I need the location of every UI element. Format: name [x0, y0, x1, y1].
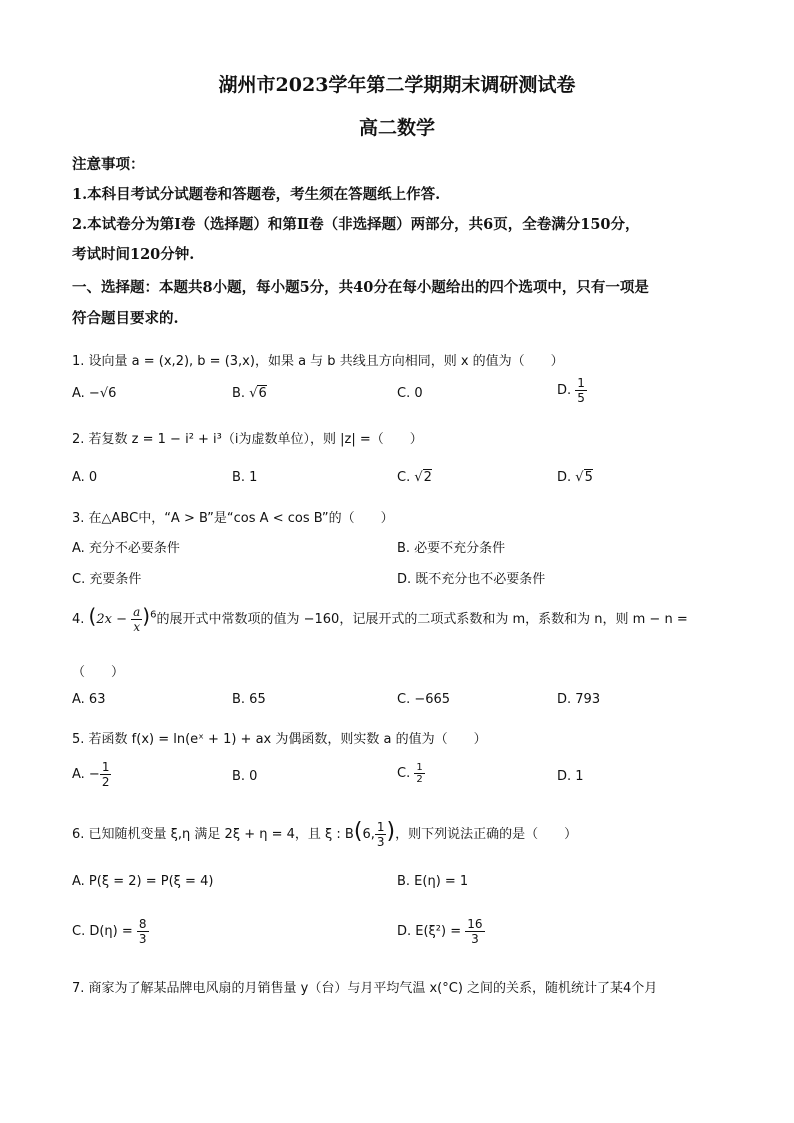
- q4-expression-fraction: $\frac{a}{x}$: [133, 605, 141, 634]
- q3-option-c: C. 充要条件: [72, 572, 142, 587]
- section-heading-cont: 符合题目要求的.: [72, 310, 179, 327]
- q6-option-a: A. P(ξ = 2) = P(ξ = 4): [72, 874, 214, 889]
- question-7-stem: 7. 商家为了解某品牌电风扇的月销售量 y（台）与月平均气温 x(°C) 之间的关系，随机统计了某4个月: [72, 981, 658, 996]
- q5-c-fraction: $\frac{1}{2}$: [416, 762, 423, 785]
- q5-option-a: A. − $\frac{1}{2}$: [72, 760, 110, 789]
- question-6-stem: 6. 已知随机变量 ξ,η 满足 2ξ + η = 4，且 ξ : B(6, $\frac{1}{3}$ )，则下列说法正确的是（ ）: [72, 819, 578, 849]
- q6-option-b: B. E(η) = 1: [397, 874, 469, 889]
- q5-option-d: D. 1: [557, 769, 584, 784]
- notice-heading: 注意事项：: [72, 156, 145, 173]
- q1-option-d: D. $\frac{1}{5}$: [557, 376, 585, 405]
- q2-option-c: C. √2: [397, 470, 432, 485]
- q1-option-b: B. √6: [232, 386, 267, 401]
- q2-option-b: B. 1: [232, 470, 258, 485]
- q5-option-c: C. $\frac{1}{2}$: [397, 762, 423, 785]
- q5-option-b: B. 0: [232, 769, 258, 784]
- notice-item-1: 1.本科目考试分试题卷和答题卷，考生须在答题纸上作答.: [72, 186, 441, 203]
- notice-item-2: 2.本试卷分为第Ⅰ卷（选择题）和第Ⅱ卷（非选择题）两部分，共6页，全卷满分150分，: [72, 216, 640, 233]
- q2-option-d: D. √5: [557, 470, 593, 485]
- q4-option-a: A. 63: [72, 692, 106, 707]
- q2-option-a: A. 0: [72, 470, 98, 485]
- q6-option-d: D. E(ξ²) = $\frac{16}{3}$: [397, 917, 483, 946]
- section-heading: 一、选择题：本题共8小题，每小题5分，共40分在每小题给出的四个选项中，只有一项是: [72, 279, 649, 296]
- q3-option-d: D. 既不充分也不必要条件: [397, 572, 546, 587]
- exam-title: 湖州市2023学年第二学期期末调研测试卷: [218, 74, 576, 96]
- notice-item-2-cont: 考试时间120分钟.: [72, 246, 195, 263]
- q4-option-b: B. 65: [232, 692, 266, 707]
- question-2-stem: 2. 若复数 z = 1 − i² + i³（i为虚数单位），则 |z| =（ ）: [72, 432, 423, 447]
- question-5-stem: 5. 若函数 f(x) = ln(eˣ + 1) + ax 为偶函数，则实数 a 的值为（ ）: [72, 732, 487, 747]
- q4-option-c: C. −665: [397, 692, 451, 707]
- question-3-stem: 3. 在△ABC中，“A > B”是“cos A < cos B”的（ ）: [72, 511, 394, 526]
- q4-option-d: D. 793: [557, 692, 601, 707]
- q6-d-fraction: $\frac{16}{3}$: [467, 917, 483, 946]
- q6-option-c: C. D(η) = $\frac{8}{3}$: [72, 917, 147, 946]
- q1-option-c: C. 0: [397, 386, 423, 401]
- q1-option-a: A. −√6: [72, 386, 117, 401]
- question-4-stem: 4. (2x − $\frac{a}{x}$ )$^6$的展开式中常数项的值为 −160，记展开式的二项式系数和为 m，系数和为 n，则 m − n =: [72, 604, 688, 634]
- q3-option-b: B. 必要不充分条件: [397, 541, 506, 556]
- question-1-stem: 1. 设向量 a = (x,2), b = (3,x)，如果 a 与 b 共线且方向相同，则 x 的值为（ ）: [72, 354, 564, 369]
- q3-option-a: A. 充分不必要条件: [72, 541, 180, 556]
- q5-a-fraction: $\frac{1}{2}$: [101, 760, 110, 789]
- q1-d-fraction: $\frac{1}{5}$: [577, 376, 585, 405]
- q6-c-fraction: $\frac{8}{3}$: [138, 917, 147, 946]
- exam-subject: 高二数学: [358, 117, 435, 139]
- question-4-stem-cont: （ ）: [72, 665, 125, 680]
- q6-binomial-fraction: $\frac{1}{3}$: [376, 820, 385, 849]
